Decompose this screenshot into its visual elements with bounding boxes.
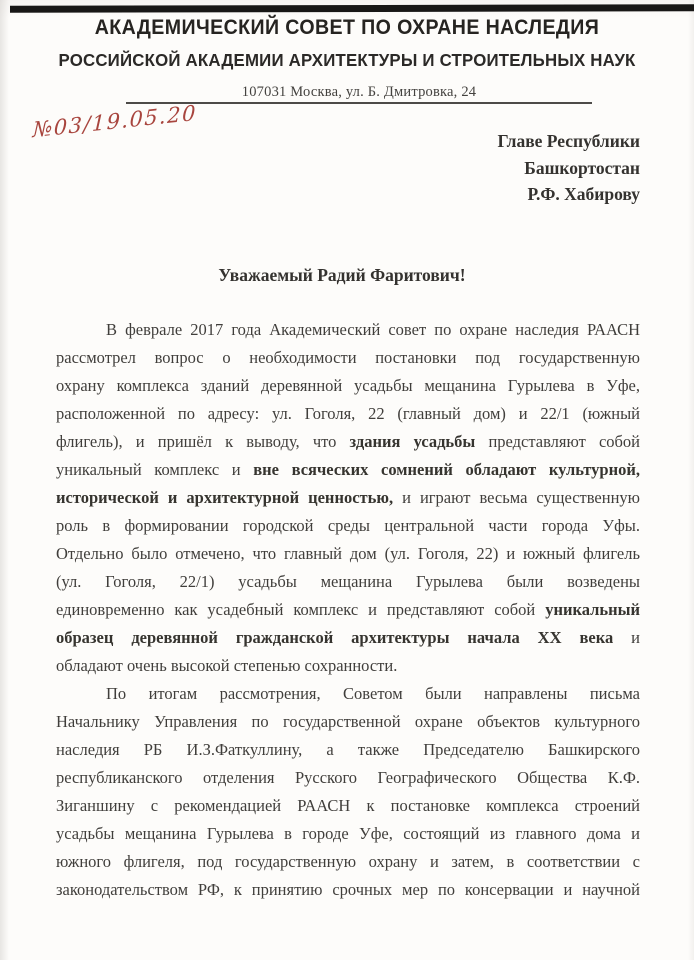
letter-body bbox=[56, 316, 640, 904]
body-text-segment: представляют собой bbox=[475, 432, 640, 451]
body-line bbox=[56, 680, 640, 708]
recipient-block bbox=[497, 128, 640, 208]
body-text-segment: В феврале 2017 года Академический совет по охране наследия РААСН bbox=[106, 320, 640, 339]
body-line bbox=[56, 512, 640, 540]
body-text-segment: Начальнику Управления по государственной охране объектов культурного bbox=[56, 712, 640, 731]
body-text-segment: роль в формировании городской среды центральной части города Уфы. bbox=[56, 516, 640, 535]
body-text-segment: охрану комплекса зданий деревянной усадьбы мещанина Гурылева в Уфе, bbox=[56, 376, 640, 395]
body-line bbox=[56, 568, 640, 596]
org-address: 107031 Москва, ул. Б. Дмитровка, 24 bbox=[241, 84, 477, 100]
body-text-segment: республиканского отделения Русского Географического Общества К.Ф. bbox=[56, 768, 640, 787]
body-line bbox=[56, 876, 640, 904]
body-text-segment: флигель), и пришёл к выводу, что bbox=[56, 432, 350, 451]
recipient-line: Башкортостан bbox=[524, 157, 640, 178]
body-line bbox=[56, 344, 640, 372]
body-line bbox=[56, 736, 640, 764]
body-line bbox=[56, 484, 640, 512]
body-line bbox=[56, 372, 640, 400]
body-text-segment: и играют весьма существенную bbox=[393, 488, 640, 507]
body-line bbox=[56, 540, 640, 568]
body-text-segment: здания усадьбы bbox=[349, 432, 476, 451]
org-name-line1: АКАДЕМИЧЕСКИЙ СОВЕТ ПО ОХРАНЕ НАСЛЕДИЯ bbox=[94, 16, 600, 40]
org-name-line2: РОССИЙСКОЙ АКАДЕМИИ АРХИТЕКТУРЫ И СТРОИТЕЛЬНЫХ НАУК bbox=[58, 50, 636, 71]
body-line bbox=[56, 792, 640, 820]
body-text-segment: наследия РБ И.З.Фаткуллину, а также Председателю Башкирского bbox=[56, 740, 640, 759]
salutation: Уважаемый Радий Фаритович! bbox=[218, 265, 466, 285]
recipient-line: Р.Ф. Хабирову bbox=[527, 184, 640, 204]
body-text-segment: уникальный bbox=[545, 600, 640, 619]
body-text-segment: рассмотрел вопрос о необходимости постановки под государственную bbox=[56, 348, 640, 367]
recipient-line: Главе Республики bbox=[497, 131, 640, 151]
body-text-segment: вне всяческих сомнений обладают культурной, bbox=[253, 460, 640, 479]
body-line bbox=[56, 652, 640, 680]
body-text-segment: расположенной по адресу: ул. Гоголя, 22 (главный дом) и 22/1 (южный bbox=[56, 404, 640, 423]
body-line bbox=[56, 624, 640, 652]
body-text-segment: единовременно как усадебный комплекс и представляют собой bbox=[56, 600, 546, 619]
body-line bbox=[56, 820, 640, 848]
scan-edge-artifact bbox=[10, 4, 694, 12]
body-text-segment: и bbox=[613, 628, 640, 647]
body-line bbox=[56, 400, 640, 428]
letterhead bbox=[0, 0, 694, 104]
body-line bbox=[56, 848, 640, 876]
body-line bbox=[56, 764, 640, 792]
body-line bbox=[56, 456, 640, 484]
handwritten-ref-number: №03/19.05.20 bbox=[32, 100, 198, 143]
body-text-segment: законодательством РФ, к принятию срочных мер по консервации и научной bbox=[56, 880, 640, 899]
body-text-segment: южного флигеля, под государственную охрану и затем, в соответствии с bbox=[56, 852, 640, 871]
body-text-segment: Отдельно было отмечено, что главный дом (ул. Гоголя, 22) и южный флигель bbox=[56, 544, 640, 563]
body-line bbox=[56, 316, 640, 344]
body-text-segment: Зиганшину с рекомендацией РААСН к постановке комплекса строений bbox=[56, 796, 640, 815]
body-text-segment: уникальный комплекс и bbox=[56, 460, 254, 479]
body-text-segment: исторической и архитектурной ценностью, bbox=[56, 488, 394, 507]
body-text-segment: По итогам рассмотрения, Советом были направлены письма bbox=[106, 684, 640, 703]
body-line bbox=[56, 708, 640, 736]
body-text-segment: (ул. Гоголя, 22/1) усадьбы мещанина Гурылева были возведены bbox=[56, 572, 640, 591]
body-text-segment: обладают очень высокой степенью сохранности. bbox=[56, 656, 398, 675]
body-text-segment: усадьбы мещанина Гурылева в городе Уфе, состоящий из главного дома и bbox=[56, 824, 640, 843]
body-line bbox=[56, 596, 640, 624]
body-line bbox=[56, 428, 640, 456]
body-text-segment: образец деревянной гражданской архитектуры начала XX века bbox=[56, 628, 614, 647]
